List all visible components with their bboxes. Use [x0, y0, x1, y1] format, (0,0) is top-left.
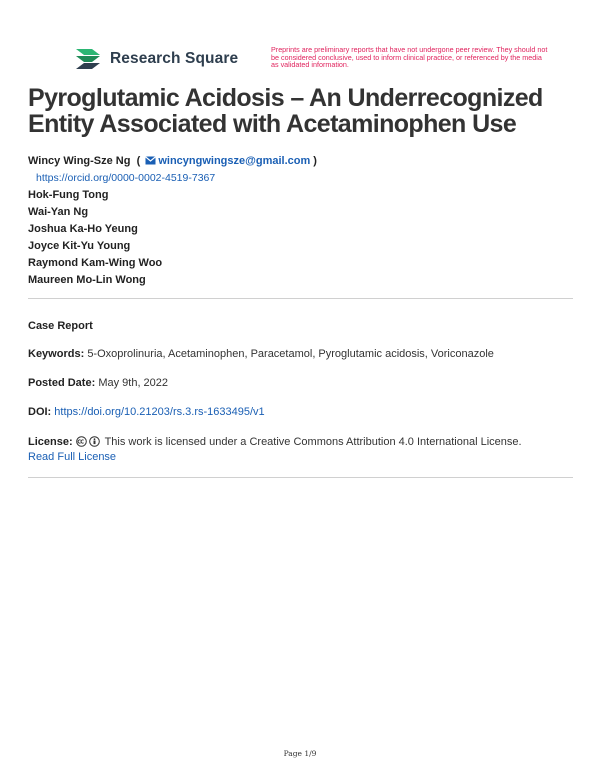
keywords-row: [28, 347, 573, 362]
article-type-label: Case Report: [28, 320, 93, 332]
preprint-disclaimer: Preprints are preliminary reports that have not undergone peer review. They should not be considered conclusive, used to inform clinical practice, or referenced by the media as validated information.: [271, 45, 548, 70]
author-email-link[interactable]: wincyngwingsze@gmail.com: [158, 155, 311, 167]
author-list: [28, 153, 317, 289]
paper-title: Pyroglutamic Acidosis – An Underrecognized Entity Associated with Acetaminophen Use: [28, 84, 543, 138]
author-item: Wai-Yan Ng: [28, 206, 89, 218]
creative-commons-icon: [76, 436, 87, 447]
mail-icon: [145, 156, 156, 165]
brand-part-research: Research: [110, 50, 181, 67]
brand-name: [110, 50, 238, 68]
posted-date-row: [28, 376, 573, 391]
license-row: [28, 435, 573, 465]
doi-label: DOI:: [28, 406, 52, 418]
page-number: Page 1/9: [283, 749, 317, 758]
posted-date-value: May 9th, 2022: [98, 377, 169, 389]
divider: [28, 298, 573, 299]
author-item: Raymond Kam-Wing Woo: [28, 257, 163, 269]
license-text: This work is licensed under a Creative Commons Attribution 4.0 International License.: [104, 436, 522, 448]
author-item: Joyce Kit-Yu Young: [28, 240, 131, 252]
divider: [28, 477, 573, 478]
license-label: License:: [28, 436, 73, 448]
orcid-link[interactable]: https://orcid.org/0000-0002-4519-7367: [36, 172, 216, 184]
author-item: Joshua Ka-Ho Yeung: [28, 223, 138, 235]
read-full-license-link[interactable]: Read Full License: [28, 451, 117, 463]
research-square-logo[interactable]: [74, 47, 238, 71]
author-corresponding: Wincy Wing-Sze Ng ( wincyngwingsze@gmail.com ): [28, 155, 317, 167]
author-item: Maureen Mo-Lin Wong: [28, 274, 146, 286]
author-orcid-line: [28, 170, 317, 187]
research-square-logo-icon: [74, 47, 102, 71]
posted-date-label: Posted Date:: [28, 377, 96, 389]
doi-row: [28, 405, 573, 420]
author-item: Hok-Fung Tong: [28, 189, 109, 201]
keywords-value: 5-Oxoprolinuria, Acetaminophen, Paracetamol, Pyroglutamic acidosis, Voriconazole: [87, 348, 494, 360]
author-name: Wincy Wing-Sze Ng: [28, 155, 131, 167]
attribution-icon: [89, 436, 100, 447]
doi-link[interactable]: https://doi.org/10.21203/rs.3.rs-1633495/v1: [54, 406, 265, 418]
keywords-label: Keywords:: [28, 348, 85, 360]
article-type: [28, 319, 573, 334]
brand-part-square: Square: [185, 50, 239, 67]
